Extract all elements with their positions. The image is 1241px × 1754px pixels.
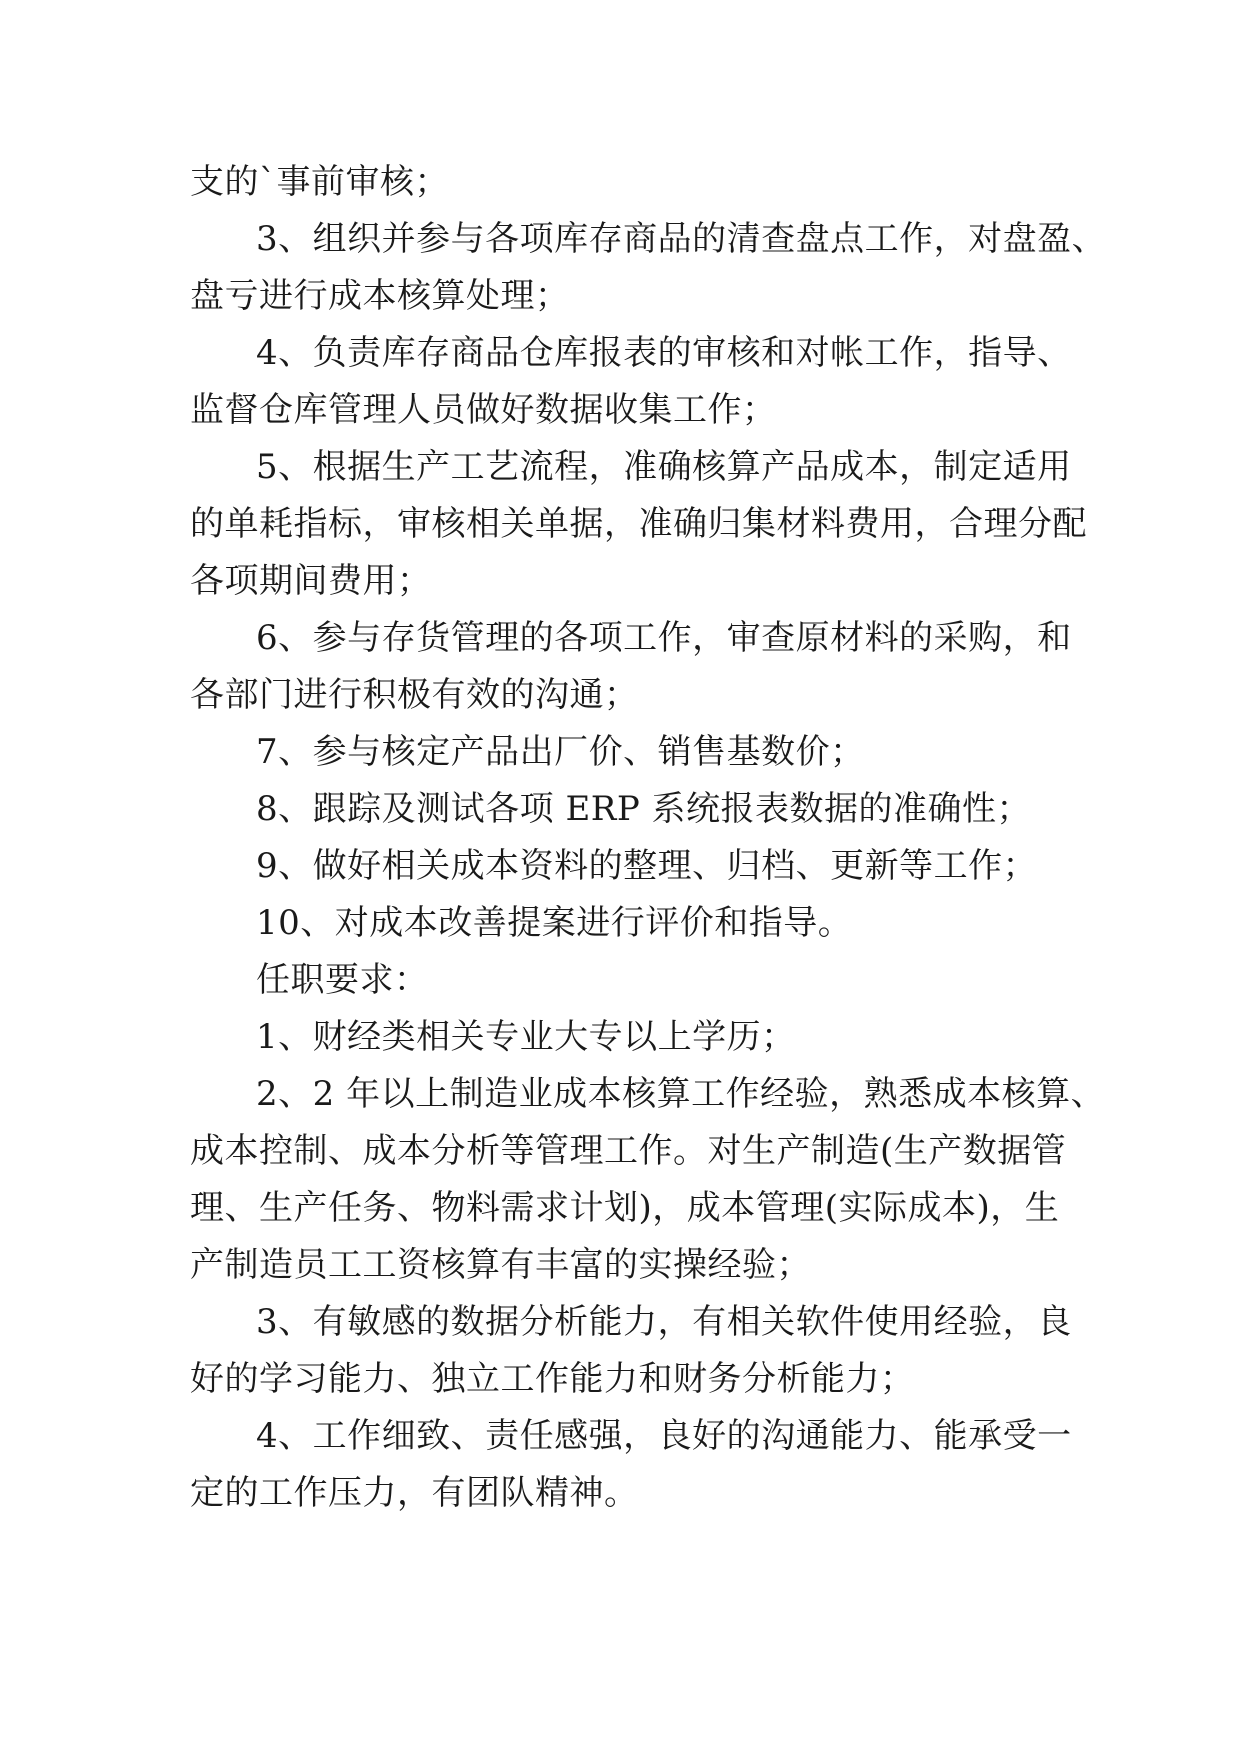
- text-line-6: 5、根据生产工艺流程，准确核算产品成本，制定适用: [256, 447, 1072, 487]
- text-line-10: 各部门进行积极有效的沟通；: [190, 675, 639, 715]
- text-line-8: 各项期间费用；: [190, 561, 432, 601]
- text-line-3: 盘亏进行成本核算处理；: [190, 276, 570, 316]
- text-line-7: 的单耗指标，审核相关单据，准确归集材料费用，合理分配: [190, 504, 1087, 544]
- text-line-16: 1、财经类相关专业大专以上学历；: [256, 1017, 796, 1057]
- text-line-11: 7、参与核定产品出厂价、销售基数价；: [256, 732, 865, 772]
- text-line-19: 理、生产任务、物料需求计划)，成本管理(实际成本)，生: [190, 1188, 1060, 1228]
- text-line-1: 支的`事前审核；: [190, 162, 449, 202]
- text-line-17: 2、2 年以上制造业成本核算工作经验，熟悉成本核算、: [256, 1074, 1106, 1114]
- text-line-13: 9、做好相关成本资料的整理、归档、更新等工作；: [256, 846, 1038, 886]
- text-line-23: 4、工作细致、责任感强，良好的沟通能力、能承受一: [256, 1416, 1072, 1456]
- text-line-5: 监督仓库管理人员做好数据收集工作；: [190, 390, 777, 430]
- text-line-22: 好的学习能力、独立工作能力和财务分析能力；: [190, 1359, 915, 1399]
- text-line-20: 产制造员工工资核算有丰富的实操经验；: [190, 1245, 811, 1285]
- text-line-24: 定的工作压力，有团队精神。: [190, 1473, 639, 1513]
- text-line-12: 8、跟踪及测试各项 ERP 系统报表数据的准确性；: [256, 789, 1032, 829]
- text-line-9: 6、参与存货管理的各项工作，审查原材料的采购，和: [256, 618, 1072, 658]
- text-line-4: 4、负责库存商品仓库报表的审核和对帐工作，指导、: [256, 333, 1072, 373]
- text-line-14: 10、对成本改善提案进行评价和指导。: [256, 903, 853, 943]
- section-heading: 任职要求：: [256, 960, 429, 1000]
- text-line-18: 成本控制、成本分析等管理工作。对生产制造(生产数据管: [190, 1131, 1067, 1171]
- text-line-21: 3、有敏感的数据分析能力，有相关软件使用经验，良: [256, 1302, 1072, 1342]
- text-line-2: 3、组织并参与各项库存商品的清查盘点工作，对盘盈、: [256, 219, 1107, 259]
